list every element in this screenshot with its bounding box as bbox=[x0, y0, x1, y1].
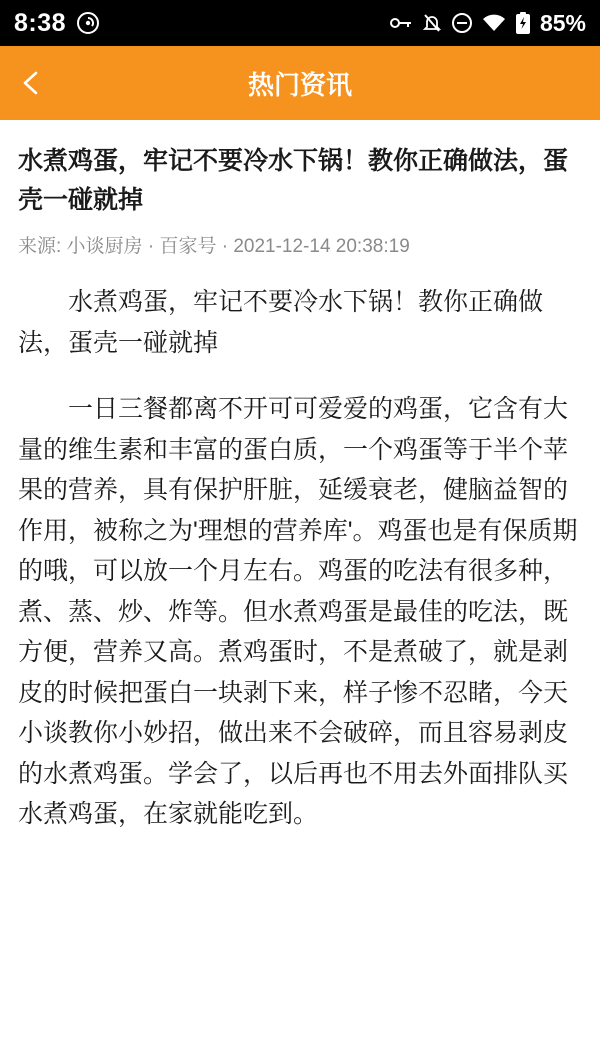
article-body bbox=[18, 282, 582, 835]
back-button[interactable] bbox=[0, 46, 64, 120]
vpn-key-icon bbox=[389, 13, 413, 33]
status-bar-left bbox=[14, 9, 100, 38]
status-bar bbox=[0, 0, 600, 46]
page-title: 热门资讯 bbox=[247, 69, 352, 100]
battery-percent-label: 85% bbox=[539, 9, 586, 36]
article-title: 水煮鸡蛋，牢记不要冷水下锅！教你正确做法，蛋壳一碰就掉 bbox=[18, 147, 569, 214]
status-bar-right bbox=[389, 10, 586, 37]
notifications-off-icon bbox=[422, 12, 442, 34]
article-meta: 来源: 小谈厨房 · 百家号 · 2021-12-14 20:38:19 bbox=[18, 235, 410, 257]
battery-charging-icon bbox=[515, 11, 531, 35]
wifi-icon bbox=[482, 13, 506, 33]
article-paragraph: 一日三餐都离不开可可爱爱的鸡蛋，它含有大量的维生素和丰富的蛋白质，一个鸡蛋等于半个苹果的营养，具有保护肝脏，延缓衰老，健脑益智的作用，被称之为'理想的营养库'。鸡蛋也是有保质期的哦，可以放一个月左右。鸡蛋的吃法有很多种，煮、蒸、炒、炸等。但水煮鸡蛋是最佳的吃法，既方便，营养又高。煮鸡蛋时，不是煮破了，就是剥皮的时候把蛋白一块剥下来，样子惨不忍睹，今天小谈教你小妙招，做出来不会破碎，而且容易剥皮的水煮鸡蛋。学会了，以后再也不用去外面排队买水煮鸡蛋，在家就能吃到。 bbox=[18, 395, 578, 829]
status-clock: 8:38 bbox=[14, 8, 67, 37]
article-container bbox=[0, 120, 600, 835]
app-bar bbox=[0, 46, 600, 120]
article-paragraph: 水煮鸡蛋，牢记不要冷水下锅！教你正确做法，蛋壳一碰就掉 bbox=[18, 288, 544, 357]
do-not-disturb-icon bbox=[451, 12, 473, 34]
screenshot-capture-icon bbox=[76, 11, 100, 35]
chevron-left-icon bbox=[17, 68, 47, 98]
